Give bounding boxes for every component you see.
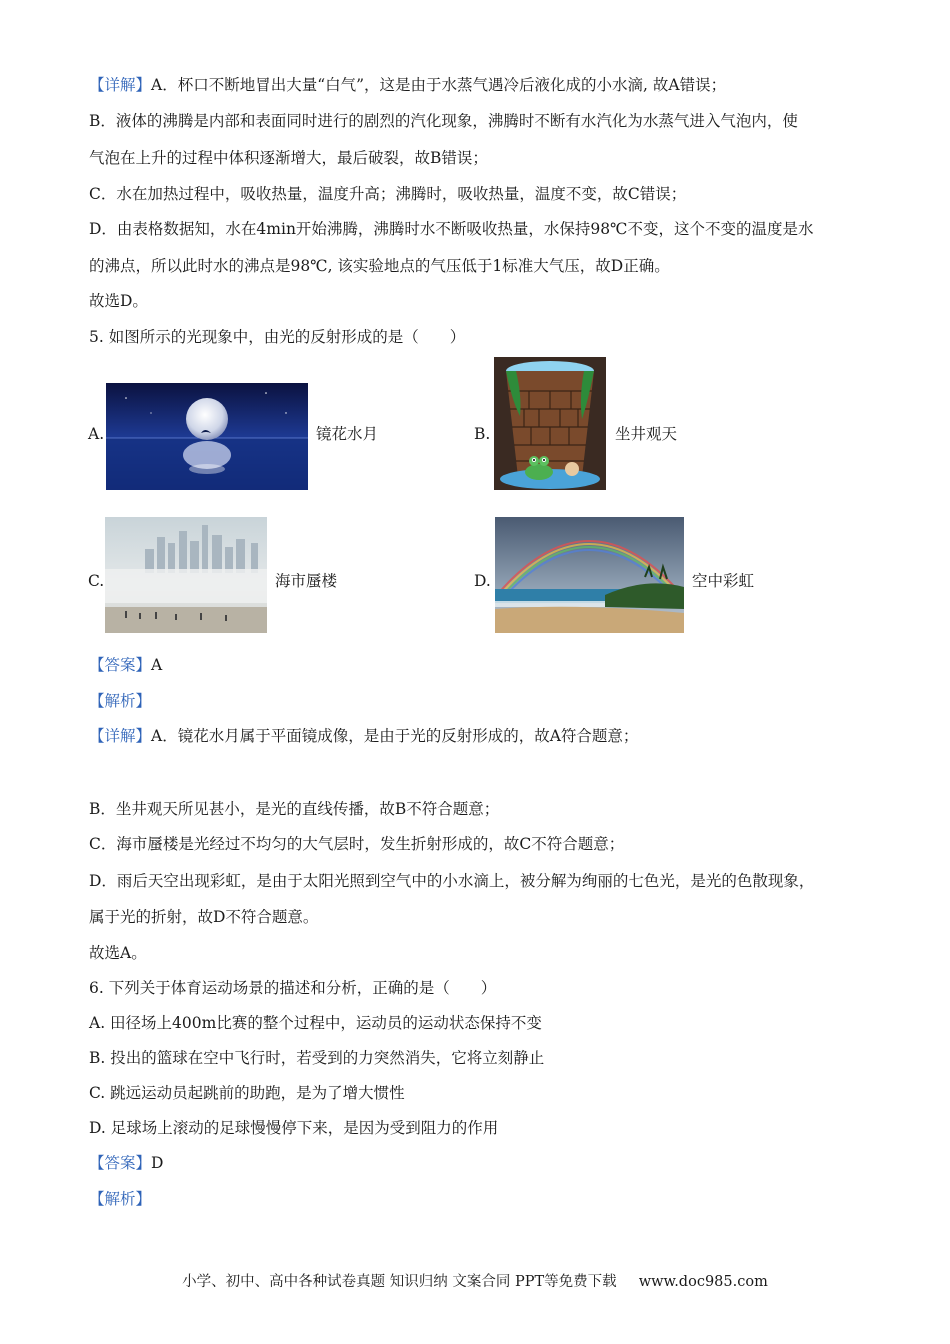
q5-detail-line-1 (89, 726, 638, 746)
detail-tag: 【详解】 (89, 76, 152, 94)
option-a-letter: A. (88, 425, 105, 443)
q4-detail-line-6: 的沸点，所以此时水的沸点是98℃, 该实验地点的气压低于1标准大气压，故D正确。 (89, 257, 670, 275)
footer-site-link[interactable]: www.doc985.com (638, 1274, 768, 1290)
rainbow-beach-image (495, 517, 684, 633)
q6-answer-line (89, 1153, 163, 1173)
q6-option-d: D. 足球场上滚动的足球慢慢停下来，是因为受到阻力的作用 (89, 1119, 499, 1137)
q6-analysis-tag: 【解析】 (89, 1190, 152, 1208)
moon-reflection-image (106, 383, 308, 490)
q5-detail-line-2: B．坐井观天所见甚小，是光的直线传播，故B不符合题意； (89, 800, 500, 818)
q5-answer: A (151, 656, 163, 674)
q5-answer-line (89, 655, 162, 675)
q6-option-a: A. 田径场上400m比赛的整个过程中，运动员的运动状态保持不变 (89, 1014, 542, 1032)
q5-analysis-tag: 【解析】 (89, 692, 152, 710)
q4-conclusion: 故选D。 (89, 292, 148, 310)
q6-question: 6. 下列关于体育运动场景的描述和分析，正确的是（ ） (89, 979, 497, 997)
q5-detail-line-4: D．雨后天空出现彩虹，是由于太阳光照到空气中的小水滴上，被分解为绚丽的七色光，是光的色散现象， (89, 872, 815, 890)
q5-detail-line-3: C．海市蜃楼是光经过不均匀的大气层时，发生折射形成的，故C不符合题意； (89, 835, 625, 853)
q4-detail-text-1: A．杯口不断地冒出大量“白气”，这是由于水蒸气遇冷后液化成的小水滴, 故A错误； (151, 76, 727, 94)
detail-tag: 【详解】 (89, 727, 152, 745)
q5-detail-text-1: A．镜花水月属于平面镜成像，是由于光的反射形成的，故A符合题意； (151, 727, 639, 745)
option-c-letter: C. (88, 572, 105, 590)
footer-text: 小学、初中、高中各种试卷真题 知识归纳 文案合同 PPT等免费下载 (182, 1274, 617, 1290)
q5-conclusion: 故选A。 (89, 944, 147, 962)
answer-tag: 【答案】 (89, 656, 152, 674)
option-d-label: 空中彩虹 (692, 572, 755, 590)
q6-option-c: C. 跳远运动员起跳前的助跑，是为了增大惯性 (89, 1084, 405, 1102)
option-b-label: 坐井观天 (615, 425, 678, 443)
option-c-label: 海市蜃楼 (275, 572, 338, 590)
mirage-city-image (105, 517, 267, 633)
q4-detail-line-3: 气泡在上升的过程中体积逐渐增大，最后破裂，故B错误； (89, 149, 488, 167)
q5-detail-line-5: 属于光的折射，故D不符合题意。 (89, 908, 319, 926)
q4-detail-line-2: B．液体的沸腾是内部和表面同时进行的剧烈的汽化现象，沸腾时不断有水汽化为水蒸气进入气泡内，使 (89, 112, 798, 130)
option-a-label: 镜花水月 (316, 425, 379, 443)
q6-answer: D (151, 1154, 164, 1172)
q4-detail-line-5: D．由表格数据知，水在4min开始沸腾，沸腾时水不断吸收热量，水保持98℃不变，这个不变的温度是水 (89, 220, 814, 238)
option-d-letter: D. (474, 572, 491, 590)
answer-tag: 【答案】 (89, 1154, 152, 1172)
page-footer (0, 1270, 950, 1291)
q4-detail-line-4: C．水在加热过程中，吸收热量，温度升高；沸腾时，吸收热量，温度不变，故C错误； (89, 185, 687, 203)
option-b-letter: B. (474, 425, 491, 443)
frog-in-well-image (494, 357, 606, 490)
q4-detail-line-1 (89, 75, 726, 95)
q5-question: 5. 如图所示的光现象中，由光的反射形成的是（ ） (89, 328, 466, 346)
q6-option-b: B. 投出的篮球在空中飞行时，若受到的力突然消失，它将立刻静止 (89, 1049, 545, 1067)
